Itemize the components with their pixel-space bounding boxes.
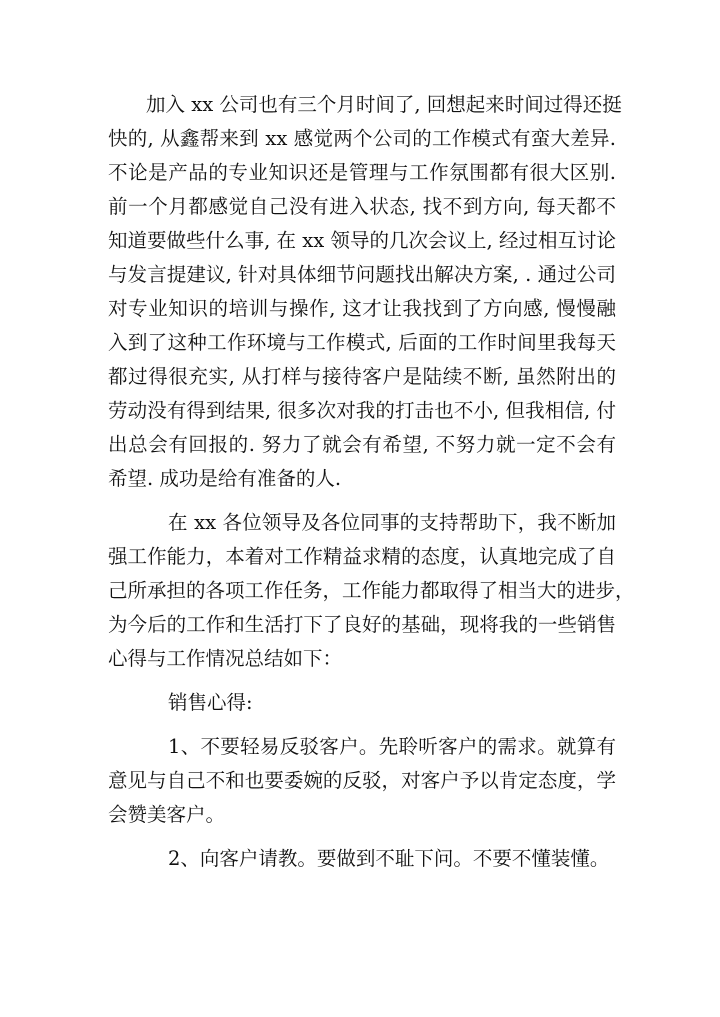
paragraph-gap [108, 496, 616, 506]
list-item-2 [108, 842, 616, 876]
paragraph-support [108, 506, 635, 676]
text-line: 会赞美客户。 [108, 803, 226, 826]
paragraph-intro [108, 88, 622, 496]
text-line: 1、不要轻易反驳客户。先聆听客户的需求。就算有 [168, 735, 616, 758]
text-line: 入到了这种工作环境与工作模式, 后面的工作时间里我每天 [108, 331, 616, 354]
text-line: 快的, 从鑫帮来到 xx 感觉两个公司的工作模式有蛮大差异. [108, 127, 616, 150]
text-line: 强工作能力，本着对工作精益求精的态度，认真地完成了自 [108, 545, 616, 568]
text-line: 加入 xx 公司也有三个月时间了, 回想起来时间过得还挺 [146, 93, 622, 116]
text-line: 都过得很充实, 从打样与接待客户是陆续不断, 虽然附出的 [108, 365, 616, 388]
document-body [108, 88, 635, 876]
text-line: 为今后的工作和生活打下了良好的基础，现将我的一些销售 [108, 613, 616, 636]
paragraph-gap [108, 720, 616, 730]
text-line: 前一个月都感觉自己没有进入状态, 找不到方向, 每天都不 [108, 195, 616, 218]
list-item-1 [108, 730, 616, 832]
text-line: 己所承担的各项工作任务，工作能力都取得了相当大的进步， [108, 579, 635, 602]
text-line: 知道要做些什么事, 在 xx 领导的几次会议上, 经过相互讨论 [108, 229, 616, 252]
text-line: 劳动没有得到结果, 很多次对我的打击也不小, 但我相信, 付 [108, 399, 616, 422]
text-line: 出总会有回报的. 努力了就会有希望, 不努力就一定不会有 [108, 433, 616, 456]
text-line: 对专业知识的培训与操作, 这才让我找到了方向感, 慢慢融 [108, 297, 616, 320]
text-line: 2、向客户请教。要做到不耻下问。不要不懂装懂。 [168, 847, 610, 870]
text-line: 不论是产品的专业知识还是管理与工作氛围都有很大区别. [108, 161, 616, 184]
text-line: 与发言提建议, 针对具体细节问题找出解决方案, . 通过公司 [108, 263, 616, 286]
text-line: 在 xx 各位领导及各位同事的支持帮助下，我不断加 [168, 511, 616, 534]
section-heading: 销售心得: [168, 691, 253, 714]
paragraph-gap [108, 676, 616, 686]
text-line: 希望. 成功是给有准备的人. [108, 467, 342, 490]
paragraph-gap [108, 832, 616, 842]
text-line: 意见与自己不和也要委婉的反驳，对客户予以肯定态度，学 [108, 769, 616, 792]
text-line: 心得与工作情况总结如下： [108, 647, 343, 670]
